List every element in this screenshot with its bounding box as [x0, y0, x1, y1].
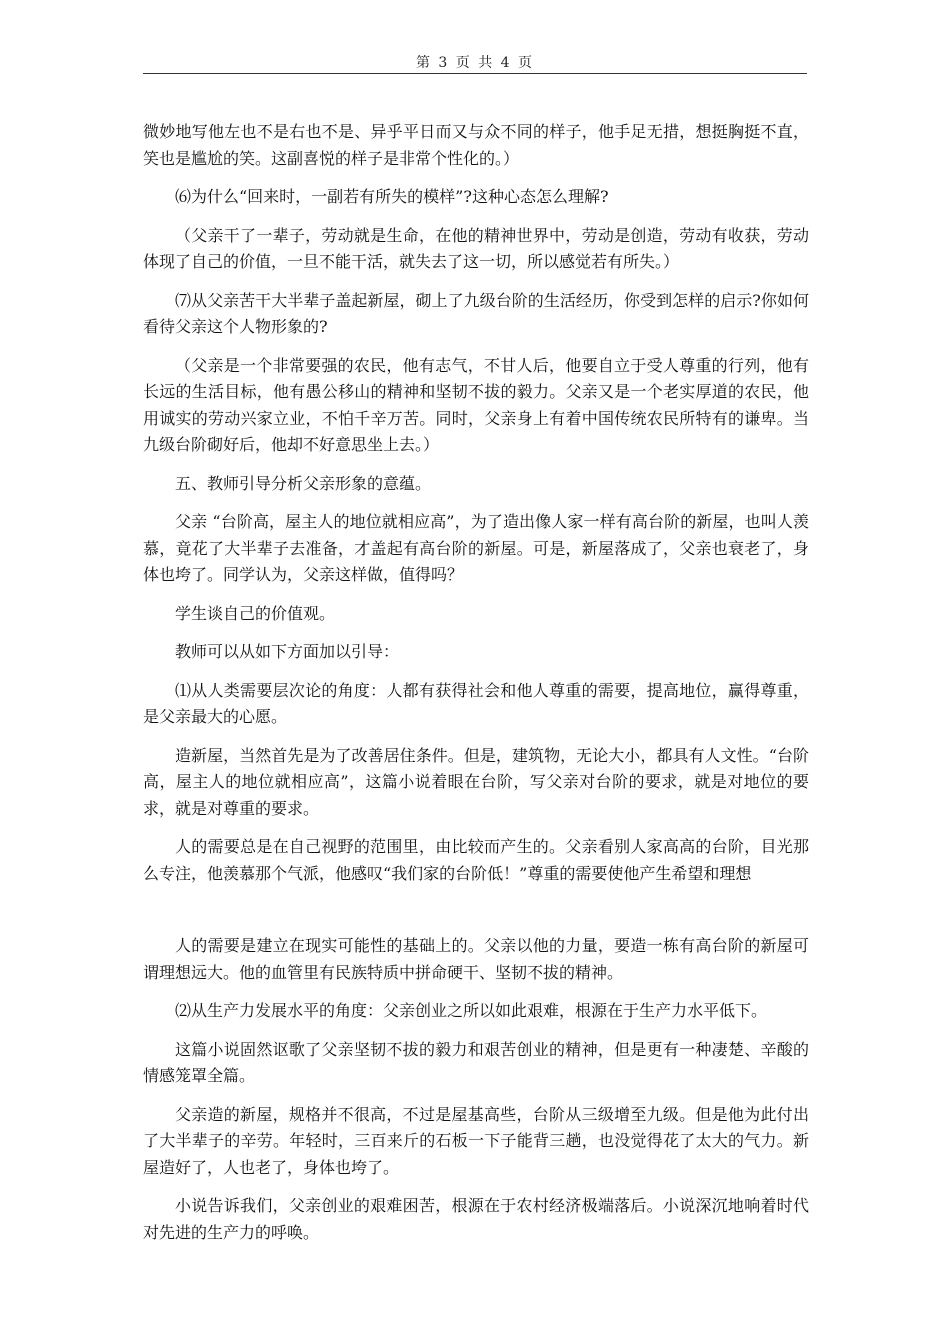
paragraph-new-house: 造新屋，当然首先是为了改善居住条件。但是，建筑物，无论大小，都具有人文性。“台阶高，屋主人的地位就相应高”，这篇小说着眼在台阶，写父亲对台阶的要求，就是对地位的要求，就是对尊重的要求。	[143, 745, 809, 818]
section-heading-5: 五、教师引导分析父亲形象的意蕴。	[175, 473, 432, 493]
paragraph-student-values: 学生谈自己的价值观。	[175, 603, 336, 623]
paragraph-teacher-guide: 教师可以从如下方面加以引导：	[175, 642, 400, 661]
header-divider	[143, 73, 807, 74]
question-6: ⑹为什么“回来时，一副若有所失的模样”?这种心态怎么理解?	[175, 187, 609, 206]
paragraph-continuation: 微妙地写他左也不是右也不是、异乎平日而又与众不同的样子，他手足无措，想挺胸挺不直，笑也是尴尬的笑。这副喜悦的样子是非常个性化的。）	[143, 122, 809, 168]
document-body	[143, 119, 809, 1258]
page-header: 第 3 页 共 4 页	[415, 55, 535, 71]
paragraph-novel-emotion: 这篇小说固然讴歌了父亲坚韧不拔的毅力和艰苦创业的精神，但是更有一种凄楚、辛酸的情感笼罩全篇。	[143, 1039, 809, 1085]
paragraph-father-question: 父亲 “台阶高，屋主人的地位就相应高”，为了造出像人家一样有高台阶的新屋，也叫人羡慕，竟花了大半辈子去准备，才盖起有高台阶的新屋。可是，新屋落成了，父亲也衰老了，身体也垮了。同学认为，父亲这样做，值得吗？	[143, 512, 809, 584]
point-2: ⑵从生产力发展水平的角度：父亲创业之所以如此艰难，根源在于生产力水平低下。	[175, 1001, 768, 1020]
paragraph-house-cost: 父亲造的新屋，规格并不很高，不过是屋基高些，台阶从三级增至九级。但是他为此付出了大半辈子的辛劳。年轻时，三百来斤的石板一下子能背三趟，也没觉得花了太大的气力。新屋造好了，人也老了，身体也垮了。	[143, 1104, 809, 1177]
paragraph-needs-reality: 人的需要是建立在现实可能性的基础上的。父亲以他的力量，要造一栋有高台阶的新屋可谓理想远大。他的血管里有民族特质中拼命硬干、坚韧不拔的精神。	[143, 936, 809, 982]
point-1: ⑴从人类需要层次论的角度：人都有获得社会和他人尊重的需要，提高地位，赢得尊重，是父亲最大的心愿。	[143, 680, 809, 726]
answer-7: （父亲是一个非常要强的农民，他有志气，不甘人后，他要自立于受人尊重的行列，他有长远的生活目标，他有愚公移山的精神和坚韧不拔的毅力。父亲又是一个老实厚道的农民，他用诚实的劳动兴家立业，不怕千辛万苦。同时，父亲身上有着中国传统农民所特有的谦卑。当九级台阶砌好后，他却不好意思坐上去。）	[143, 355, 809, 454]
paragraph-conclusion: 小说告诉我们，父亲创业的艰难困苦，根源在于农村经济极端落后。小说深沉地响着时代对先进的生产力的呼唤。	[143, 1196, 809, 1242]
paragraph-needs-comparison: 人的需要总是在自己视野的范围里，由比较而产生的。父亲看别人家高高的台阶，目光那么专注，他羡慕那个气派，他感叹“我们家的台阶低！”尊重的需要使他产生希望和理想	[143, 837, 809, 883]
answer-6: （父亲干了一辈子，劳动就是生命，在他的精神世界中，劳动是创造，劳动有收获，劳动体现了自己的价值，一旦不能干活，就失去了这一切，所以感觉若有所失。）	[143, 225, 809, 271]
question-7: ⑺从父亲苦干大半辈子盖起新屋，砌上了九级台阶的生活经历，你受到怎样的启示?你如何看待父亲这个人物形象的?	[143, 290, 809, 336]
